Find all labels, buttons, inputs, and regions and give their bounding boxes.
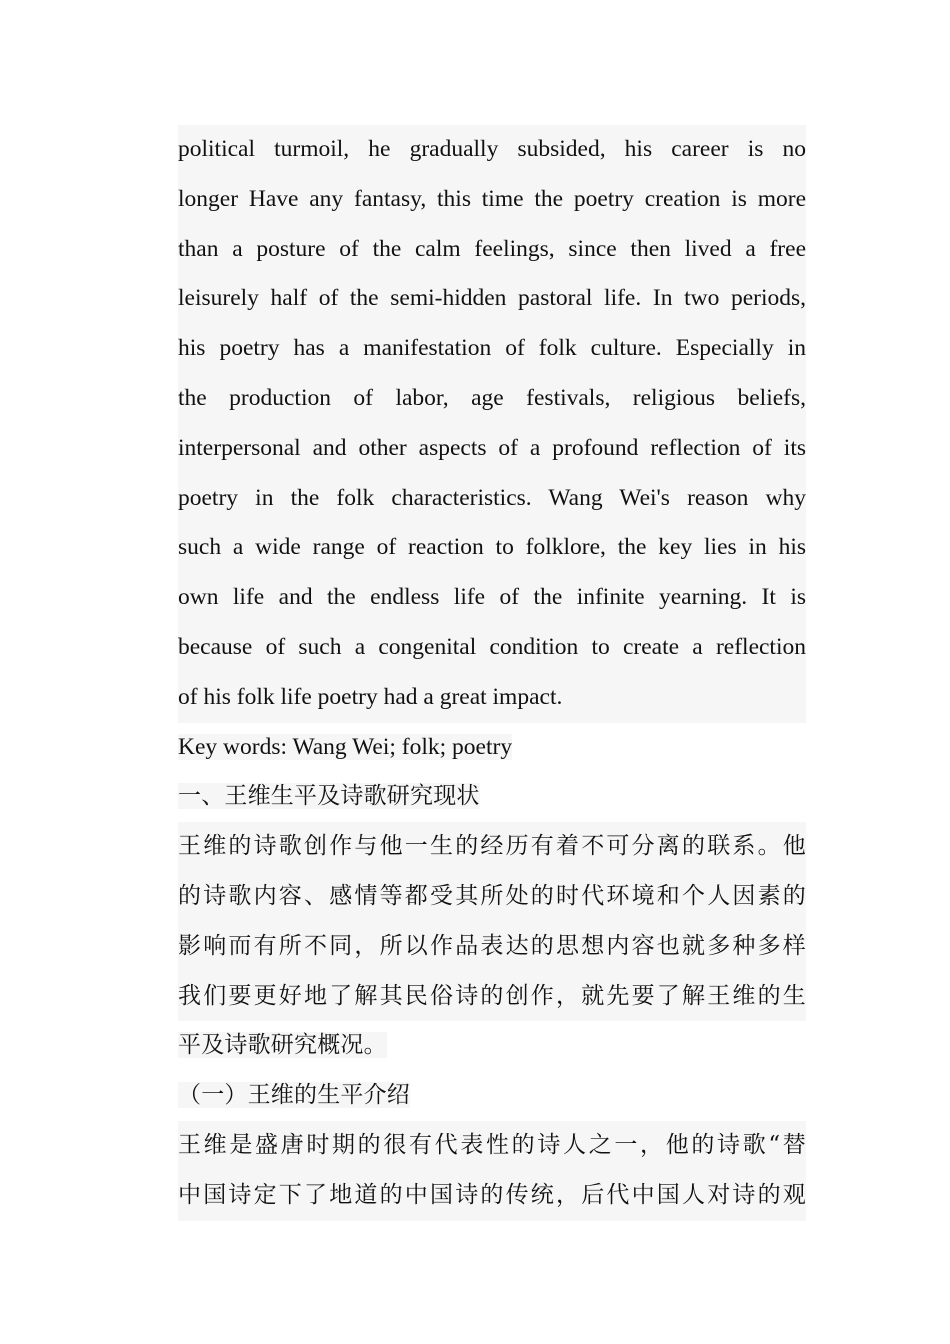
abstract-line: than a posture of the calm feelings, since then lived a free (178, 235, 806, 262)
abstract-line: such a wide range of reaction to folklore, the key lies in his (178, 534, 806, 561)
keywords: Key words: Wang Wei; folk; poetry (178, 733, 513, 760)
section-heading (178, 772, 806, 822)
subsection-heading-text: （一）王维的生平介绍 (178, 1082, 410, 1109)
abstract-paragraph (178, 125, 806, 723)
abstract-line (178, 673, 806, 723)
abstract-line: own life and the endless life of the infinite yearning. It is (178, 584, 806, 611)
abstract-line: poetry in the folk characteristics. Wang Wei's reason why (178, 484, 806, 511)
abstract-line: leisurely half of the semi-hidden pastoral life. In two periods, (178, 285, 806, 312)
subsection-paragraph-line: 中国诗定下了地道的中国诗的传统，后代中国人对诗的观 (178, 1171, 806, 1221)
abstract-line: his poetry has a manifestation of folk culture. Especially in (178, 335, 806, 362)
subsection-heading (178, 1071, 806, 1121)
section-paragraph-line: 我们要更好地了解其民俗诗的创作，就先要了解王维的生 (178, 972, 806, 1022)
subsection-paragraph (178, 1121, 806, 1221)
section-paragraph-line (178, 1021, 806, 1071)
abstract-line: interpersonal and other aspects of a profound reflection of its (178, 434, 806, 461)
section-paragraph (178, 822, 806, 1071)
section-paragraph-line: 的诗歌内容、感情等都受其所处的时代环境和个人因素的 (178, 872, 806, 922)
section-paragraph-line: 王维的诗歌创作与他一生的经历有着不可分离的联系。他 (178, 822, 806, 872)
abstract-line: the production of labor, age festivals, religious beliefs, (178, 384, 806, 411)
abstract-line: longer Have any fantasy, this time the poetry creation is more (178, 185, 806, 212)
abstract-last-line: of his folk life poetry had a great impact. (178, 683, 563, 710)
section-heading-text: 一、王维生平及诗歌研究现状 (178, 783, 480, 810)
abstract-line: because of such a congenital condition to create a reflection (178, 633, 806, 660)
subsection-paragraph-line: 王维是盛唐时期的很有代表性的诗人之一，他的诗歌“替 (178, 1121, 806, 1171)
keywords-line (178, 723, 806, 773)
abstract-line: political turmoil, he gradually subsided, his career is no (178, 136, 806, 162)
document-page (178, 125, 806, 1221)
section-paragraph-last-line: 平及诗歌研究概况。 (178, 1032, 387, 1059)
section-paragraph-line: 影响而有所不同，所以作品表达的思想内容也就多种多样 (178, 922, 806, 972)
